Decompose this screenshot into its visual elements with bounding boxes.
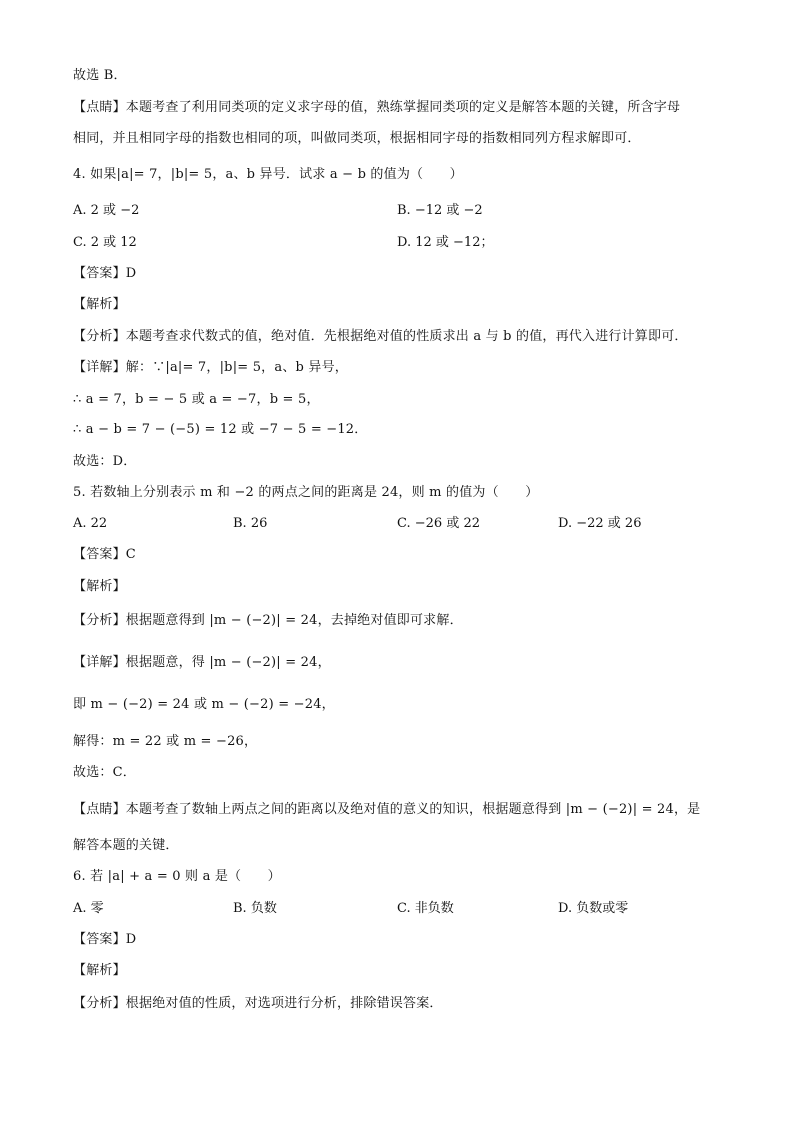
q6-option-d: D. 负数或零	[558, 901, 629, 916]
q4-option-a: A. 2 或 −2	[73, 203, 140, 218]
text-line: 【点睛】本题考查了利用同类项的定义求字母的值，熟练掌握同类项的定义是解答本题的关键，所含字母	[73, 100, 681, 115]
q4-option-c: C. 2 或 12	[73, 235, 137, 250]
text-line: 【分析】根据绝对值的性质，对选项进行分析，排除错误答案．	[73, 996, 443, 1011]
text-line: 即 m − (−2) = 24 或 m − (−2) = −24，	[73, 697, 335, 712]
text-line: 【详解】解：∵|a|= 7，|b|= 5，a、b 异号，	[73, 360, 348, 375]
text-line: 故选 B．	[73, 68, 127, 83]
text-line: 【分析】根据题意得到 |m − (−2)| = 24，去掉绝对值即可求解．	[73, 613, 463, 628]
text-line: 解答本题的关键．	[73, 838, 179, 853]
text-line: 【点睛】本题考查了数轴上两点之间的距离以及绝对值的意义的知识，根据题意得到 |m − (−2)| = 24，是	[73, 802, 701, 817]
question-4: 4. 如果|a|= 7，|b|= 5，a、b 异号．试求 a − b 的值为（ ）	[73, 167, 463, 182]
q5-option-b: B. 26	[233, 516, 268, 531]
q4-option-b: B. −12 或 −2	[397, 203, 483, 218]
answer-label: 【答案】C	[73, 547, 136, 562]
text-line: ∴ a − b = 7 − (−5) = 12 或 −7 − 5 = −12．	[73, 422, 368, 437]
q5-option-a: A. 22	[73, 516, 108, 531]
text-line: 相同，并且相同字母的指数也相同的项，叫做同类项，根据相同字母的指数相同列方程求解即可．	[73, 131, 641, 146]
answer-label: 【答案】D	[73, 266, 137, 281]
analysis-label: 【解析】	[73, 963, 126, 978]
q6-option-c: C. 非负数	[397, 901, 454, 916]
text-line: 故选：D．	[73, 454, 137, 469]
analysis-label: 【解析】	[73, 579, 126, 594]
text-line: 解得：m = 22 或 m = −26，	[73, 734, 258, 749]
analysis-label: 【解析】	[73, 297, 126, 312]
answer-label: 【答案】D	[73, 932, 137, 947]
q5-option-c: C. −26 或 22	[397, 516, 480, 531]
question-6: 6. 若 |a| + a = 0 则 a 是（ ）	[73, 869, 281, 884]
text-line: 【详解】根据题意，得 |m − (−2)| = 24，	[73, 655, 331, 670]
text-line: 故选：C．	[73, 765, 136, 780]
q4-option-d: D. 12 或 −12；	[397, 235, 494, 250]
q6-option-b: B. 负数	[233, 901, 277, 916]
text-line: ∴ a = 7，b = − 5 或 a = −7，b = 5，	[73, 392, 320, 407]
question-5: 5. 若数轴上分别表示 m 和 −2 的两点之间的距离是 24，则 m 的值为（ ）	[73, 485, 539, 500]
q6-option-a: A. 零	[73, 901, 104, 916]
q5-option-d: D. −22 或 26	[558, 516, 642, 531]
text-line: 【分析】本题考查求代数式的值，绝对值．先根据绝对值的性质求出 a 与 b 的值，再代入进行计算即可．	[73, 329, 688, 344]
